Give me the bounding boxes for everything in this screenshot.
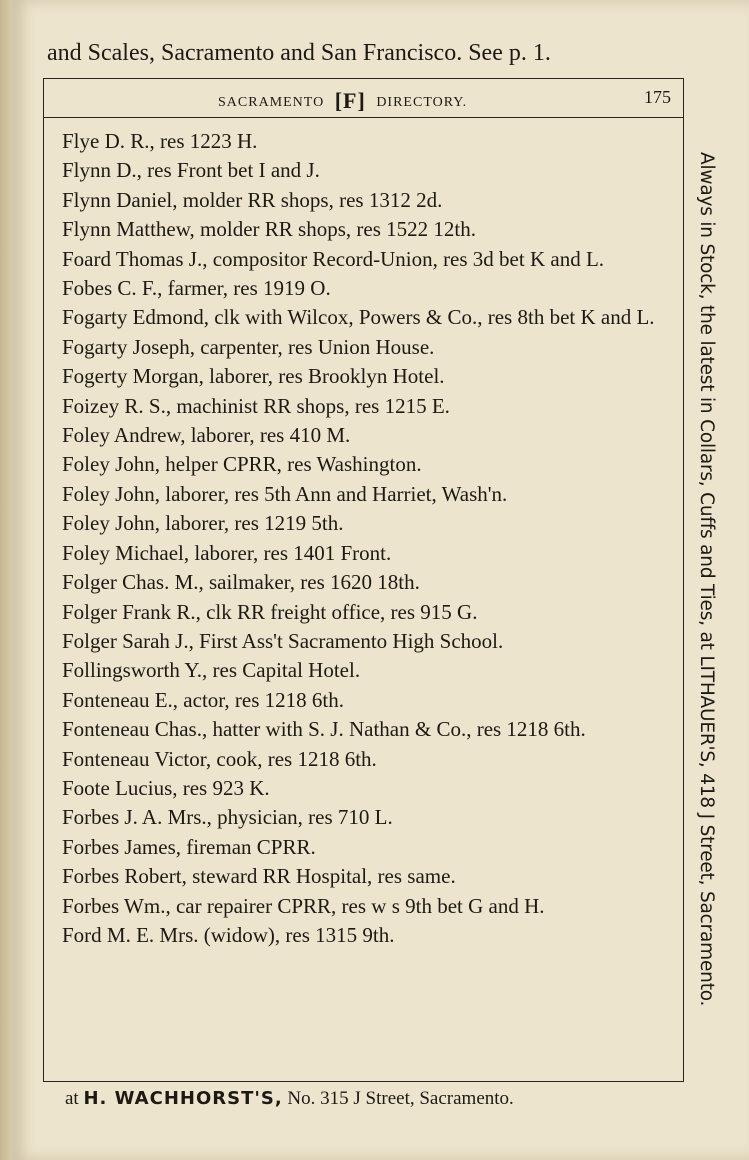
header-city: SACRAMENTO: [218, 95, 325, 110]
directory-entry: Flynn D., res Front bet I and J.: [62, 158, 320, 183]
directory-entry: Fogarty Joseph, carpenter, res Union House.: [62, 334, 435, 359]
side-advertisement-text: Always in Stock, the latest in Collars, Cuffs and Ties, at LITHAUER'S, 418 J Street, Sacramento.: [696, 152, 717, 1007]
directory-entry: Foley John, laborer, res 5th Ann and Harriet, Wash'n.: [62, 481, 508, 506]
directory-entry: Foley John, helper CPRR, res Washington.: [62, 452, 422, 477]
side-advertisement: [693, 152, 719, 1012]
directory-entry: Forbes J. A. Mrs., physician, res 710 L.: [62, 805, 393, 830]
directory-entry: Foley Andrew, laborer, res 410 M.: [62, 423, 351, 448]
bottom-ad-name: H. WACHHORST'S,: [83, 1088, 283, 1109]
top-advertisement: and Scales, Sacramento and San Francisco. See p. 1.: [47, 40, 551, 66]
directory-entry: Folger Chas. M., sailmaker, res 1620 18th.: [62, 570, 420, 595]
header-letter: [F]: [334, 88, 366, 113]
page-number: 175: [644, 87, 671, 107]
directory-entry: Foard Thomas J., compositor Record-Union, res 3d bet K and L.: [62, 246, 605, 271]
book-gutter: [0, 0, 12, 1160]
directory-entry: Flye D. R., res 1223 H.: [62, 129, 258, 153]
directory-entry: Follingsworth Y., res Capital Hotel.: [62, 658, 361, 683]
directory-entry: Folger Frank R., clk RR freight office, res 915 G.: [62, 599, 478, 624]
header-title: [218, 88, 467, 114]
directory-entry: Forbes Wm., car repairer CPRR, res w s 9th bet G and H.: [62, 893, 545, 918]
directory-entry: Ford M. E. Mrs. (widow), res 1315 9th.: [62, 922, 395, 947]
directory-entry: Fobes C. F., farmer, res 1919 O.: [62, 276, 331, 301]
directory-entry: Fonteneau Chas., hatter with S. J. Nathan & Co., res 1218 6th.: [62, 717, 586, 742]
bottom-advertisement: [65, 1088, 685, 1118]
directory-entry: Fonteneau Victor, cook, res 1218 6th.: [62, 746, 377, 771]
running-header: [44, 79, 683, 118]
directory-entry: Flynn Matthew, molder RR shops, res 1522 12th.: [62, 217, 476, 242]
bottom-ad-prefix: at: [65, 1088, 84, 1109]
directory-entry: Folger Sarah J., First Ass't Sacramento High School.: [62, 628, 504, 653]
directory-entry: Flynn Daniel, molder RR shops, res 1312 2d.: [62, 187, 443, 212]
directory-entries: [62, 127, 674, 950]
directory-entry: Fogerty Morgan, laborer, res Brooklyn Hotel.: [62, 364, 445, 389]
directory-entry: Fonteneau E., actor, res 1218 6th.: [62, 687, 345, 712]
directory-entry: Foley Michael, laborer, res 1401 Front.: [62, 540, 392, 565]
directory-entry: Foote Lucius, res 923 K.: [62, 775, 270, 800]
directory-entry: Forbes Robert, steward RR Hospital, res same.: [62, 864, 456, 889]
directory-entry: Foizey R. S., machinist RR shops, res 1215 E.: [62, 393, 450, 418]
directory-entry: Foley John, laborer, res 1219 5th.: [62, 511, 344, 536]
header-directory: DIRECTORY.: [376, 95, 468, 110]
page-frame: [43, 78, 684, 1082]
directory-entry: Fogarty Edmond, clk with Wilcox, Powers & Co., res 8th bet K and L.: [62, 305, 655, 330]
directory-entry: Forbes James, fireman CPRR.: [62, 834, 316, 859]
bottom-ad-address: No. 315 J Street, Sacramento.: [282, 1088, 514, 1109]
